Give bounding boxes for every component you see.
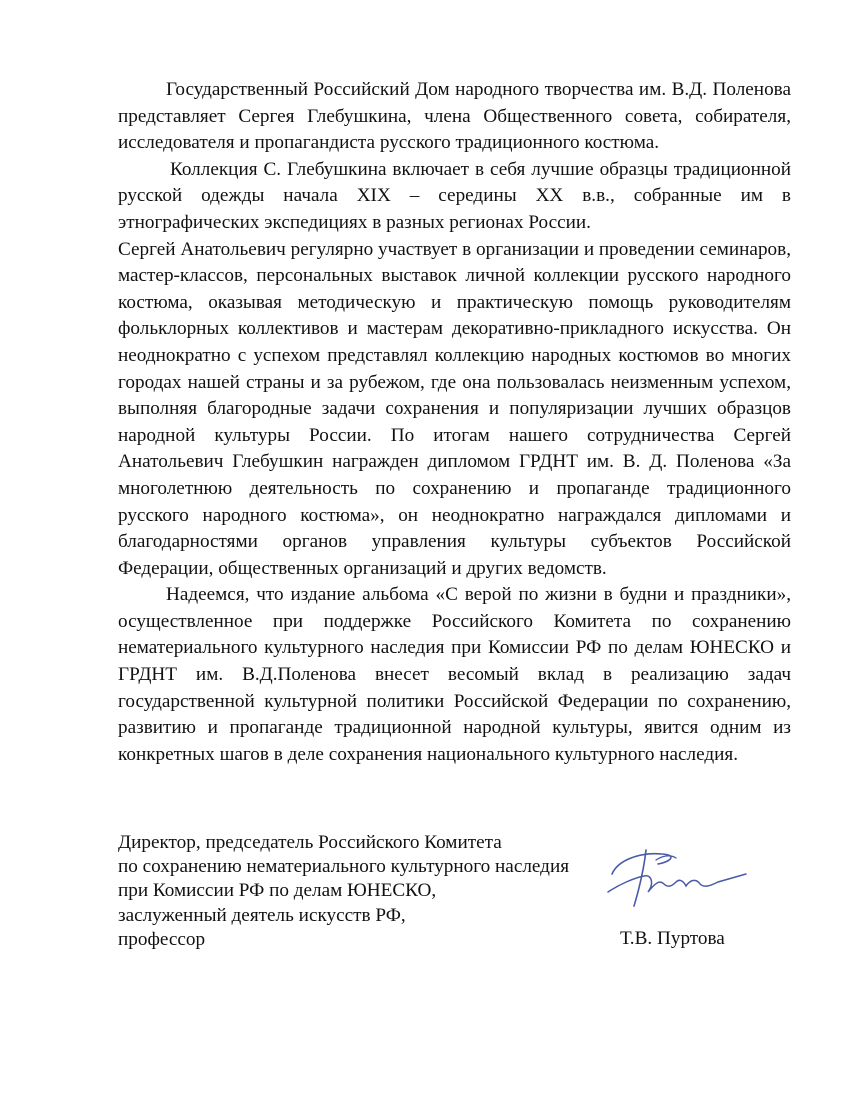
signatory-title bbox=[118, 831, 618, 952]
signatory-name: Т.В. Пуртова bbox=[620, 928, 725, 949]
signature-stroke bbox=[656, 856, 676, 860]
paragraph-intro: Государственный Российский Дом народного творчества им. В.Д. Поленова представляет Сергея Глебушкина, члена Общественного совета, собирателя, исследователя и пропагандиста русского традиционного костюма. bbox=[118, 79, 791, 154]
paragraph-album: Надеемся, что издание альбома «С верой по жизни в будни и праздники», осуществленное при поддержке Российского Комитета по сохранению нематериального культурного наследия при Комиссии РФ по делам ЮНЕСКО и ГРДНТ им. В.Д.Поленова внесет весомый вклад в реализацию задач государственной культурной политики Российской Федерации по сохранению, развитию и пропаганде традиционной народной культуры, явится одним из конкретных шагов в деле сохранения национального культурного наследия. bbox=[118, 584, 791, 765]
signatory-title-line: Директор, председатель Российского Комитета bbox=[118, 832, 502, 853]
signature-stroke bbox=[608, 874, 746, 892]
signatory-title-line: при Комиссии РФ по делам ЮНЕСКО, bbox=[118, 880, 437, 902]
signatory-title-line: заслуженный деятель искусств РФ, bbox=[118, 904, 406, 926]
letter-body bbox=[118, 77, 791, 768]
signatory-title-line: профессор bbox=[118, 928, 206, 950]
signatory-title-line: по сохранению нематериального культурного наследия bbox=[118, 856, 570, 878]
paragraph-collection: Коллекция С. Глебушкина включает в себя лучшие образцы традиционной русской одежды начала XIX – середины XX в.в., собранные им в этнографических экспедициях в разных регионах России. bbox=[118, 158, 791, 233]
handwritten-signature bbox=[600, 838, 750, 918]
paragraph-activities: Сергей Анатольевич регулярно участвует в организации и проведении семинаров, мастер-классов, персональных выставок личной коллекции русского народного костюма, оказывая методическую и практическую помощь руководителям фольклорных коллективов и мастерам декоративно-прикладного искусства. Он неоднократно с успехом представлял коллекцию народных костюмов во многих городах нашей страны и за рубежом, где она пользовалась неизменным успехом, выполняя благородные задачи сохранения и популяризации лучших образцов народной культуры России. По итогам нашего сотрудничества Сергей Анатольевич Глебушкин награжден дипломом ГРДНТ им. В. Д. Поленова «За многолетнюю деятельность по сохранению и пропаганде традиционного русского народного костюма», он неоднократно награждался дипломами и благодарностями органов управления культуры субъектов Российской Федерации, общественных организаций и других ведомств. bbox=[118, 238, 791, 579]
